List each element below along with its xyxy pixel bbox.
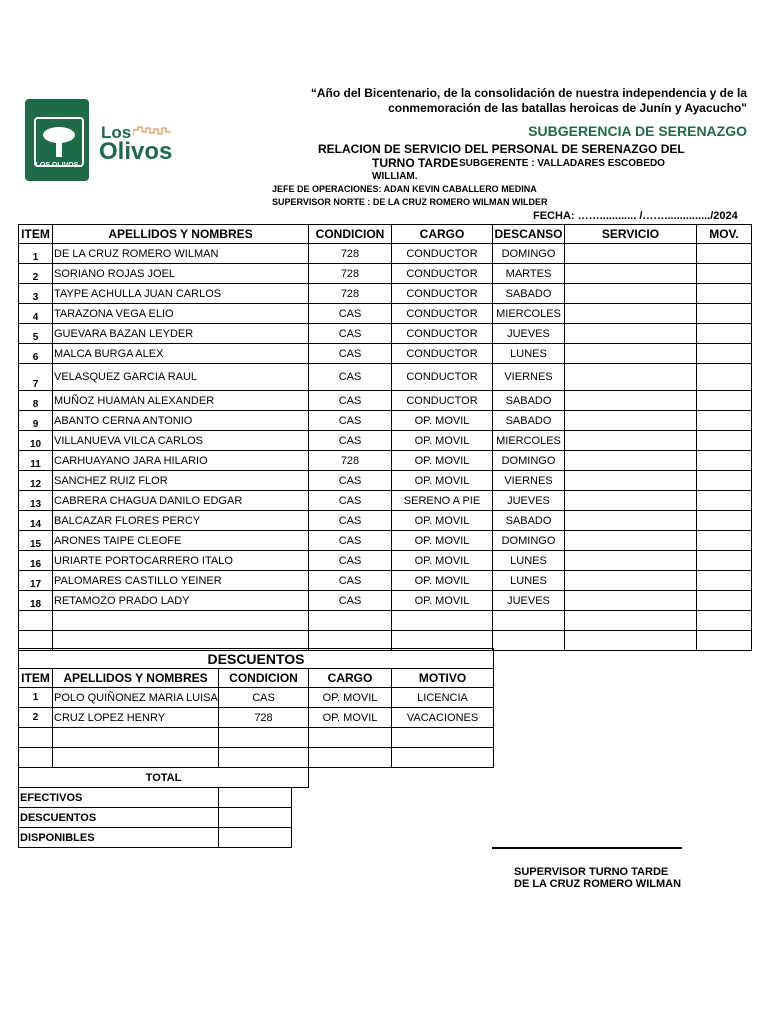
turno-label: TURNO TARDE <box>372 156 459 170</box>
row-item: 2 <box>19 708 53 728</box>
row-descanso: VIERNES <box>493 364 565 391</box>
row-item: 7 <box>19 364 53 391</box>
col-header: CONDICION <box>309 225 392 244</box>
disponibles-label: DISPONIBLES <box>19 828 219 848</box>
row-mov <box>697 491 752 511</box>
table-row <box>19 431 752 451</box>
row-condicion: 728 <box>309 244 392 264</box>
row-descanso: DOMINGO <box>493 451 565 471</box>
signature-line <box>492 847 682 849</box>
tree-icon <box>34 117 84 167</box>
row-descanso: LUNES <box>493 551 565 571</box>
row-condicion: CAS <box>309 491 392 511</box>
col-header: CARGO <box>392 225 493 244</box>
row-servicio <box>565 344 697 364</box>
row-motivo: VACACIONES <box>392 708 494 728</box>
empty-row <box>19 611 752 631</box>
row-cargo: SERENO A PIE <box>392 491 493 511</box>
row-motivo: LICENCIA <box>392 688 494 708</box>
row-descanso: VIERNES <box>493 471 565 491</box>
col-header: CONDICION <box>219 669 309 688</box>
row-item: 12 <box>19 471 53 491</box>
municipal-logo-emblem <box>25 99 89 181</box>
row-cargo: CONDUCTOR <box>392 324 493 344</box>
row-servicio <box>565 471 697 491</box>
row-item: 1 <box>19 244 53 264</box>
descuento-row <box>19 688 494 708</box>
row-name: MUÑOZ HUAMAN ALEXANDER <box>53 391 309 411</box>
row-name: BALCAZAR FLORES PERCY <box>53 511 309 531</box>
row-cargo: CONDUCTOR <box>392 344 493 364</box>
row-condicion: CAS <box>309 411 392 431</box>
motto <box>270 86 747 116</box>
row-descanso: DOMINGO <box>493 531 565 551</box>
jefe-operaciones: JEFE DE OPERACIONES: ADAN KEVIN CABALLERO MEDINA <box>272 184 537 194</box>
row-descanso: SABADO <box>493 511 565 531</box>
row-mov <box>697 531 752 551</box>
row-item: 8 <box>19 391 53 411</box>
row-mov <box>697 284 752 304</box>
row-servicio <box>565 451 697 471</box>
table-row <box>19 304 752 324</box>
table-row <box>19 364 752 391</box>
row-mov <box>697 324 752 344</box>
row-descanso: MARTES <box>493 264 565 284</box>
row-cargo: OP. MOVIL <box>392 471 493 491</box>
row-servicio <box>565 264 697 284</box>
fecha-field: FECHA: ……............ /…….............../2024 <box>533 210 738 222</box>
table-row <box>19 471 752 491</box>
row-descanso: SABADO <box>493 391 565 411</box>
row-condicion: CAS <box>309 391 392 411</box>
descuentos-header <box>19 669 494 688</box>
row-item: 14 <box>19 511 53 531</box>
col-header: MOV. <box>697 225 752 244</box>
main-table-header <box>19 225 752 244</box>
row-descanso: JUEVES <box>493 491 565 511</box>
row-item: 5 <box>19 324 53 344</box>
row-name: GUEVARA BAZAN LEYDER <box>53 324 309 344</box>
row-cargo: OP. MOVIL <box>392 591 493 611</box>
efectivos-label: EFECTIVOS <box>19 788 219 808</box>
row-cargo: OP. MOVIL <box>309 688 392 708</box>
row-item: 18 <box>19 591 53 611</box>
row-name: TAYPE ACHULLA JUAN CARLOS <box>53 284 309 304</box>
col-header: ITEM <box>19 669 53 688</box>
row-mov <box>697 431 752 451</box>
row-cargo: CONDUCTOR <box>392 391 493 411</box>
row-descanso: LUNES <box>493 344 565 364</box>
table-row <box>19 244 752 264</box>
row-descanso: SABADO <box>493 284 565 304</box>
row-item: 15 <box>19 531 53 551</box>
row-item: 2 <box>19 264 53 284</box>
row-cargo: CONDUCTOR <box>392 304 493 324</box>
row-name: VELASQUEZ GARCIA RAUL <box>53 364 309 391</box>
row-name: CABRERA CHAGUA DANILO EDGAR <box>53 491 309 511</box>
row-servicio <box>565 284 697 304</box>
row-servicio <box>565 511 697 531</box>
signature-name: DE LA CRUZ ROMERO WILMAN <box>514 878 682 890</box>
row-condicion: 728 <box>309 284 392 304</box>
row-condicion: 728 <box>309 264 392 284</box>
row-servicio <box>565 304 697 324</box>
row-condicion: CAS <box>309 431 392 451</box>
table-row <box>19 591 752 611</box>
row-name: URIARTE PORTOCARRERO ITALO <box>53 551 309 571</box>
subgerente-label: SUBGERENTE : VALLADARES ESCOBEDO <box>459 158 665 169</box>
row-servicio <box>565 591 697 611</box>
row-condicion: CAS <box>309 511 392 531</box>
table-row <box>19 451 752 471</box>
descuentos-table <box>18 648 494 788</box>
table-row <box>19 344 752 364</box>
row-descanso: MIERCOLES <box>493 304 565 324</box>
col-header: ITEM <box>19 225 53 244</box>
row-mov <box>697 471 752 491</box>
signature-title: SUPERVISOR TURNO TARDE <box>514 866 669 878</box>
row-mov <box>697 571 752 591</box>
col-header: SERVICIO <box>565 225 697 244</box>
row-item: 6 <box>19 344 53 364</box>
row-mov <box>697 364 752 391</box>
row-condicion: CAS <box>309 324 392 344</box>
row-condicion: CAS <box>309 344 392 364</box>
row-cargo: CONDUCTOR <box>392 244 493 264</box>
row-mov <box>697 451 752 471</box>
row-mov <box>697 551 752 571</box>
table-row <box>19 411 752 431</box>
row-item: 17 <box>19 571 53 591</box>
brand-olivos: Olivos <box>99 138 173 165</box>
row-cargo: CONDUCTOR <box>392 284 493 304</box>
row-name: DE LA CRUZ ROMERO WILMAN <box>53 244 309 264</box>
row-mov <box>697 344 752 364</box>
row-condicion: CAS <box>309 471 392 491</box>
col-header: MOTIVO <box>392 669 494 688</box>
row-descanso: LUNES <box>493 571 565 591</box>
row-servicio <box>565 324 697 344</box>
row-cargo: OP. MOVIL <box>392 551 493 571</box>
table-row <box>19 324 752 344</box>
totals-row <box>19 788 292 808</box>
row-mov <box>697 304 752 324</box>
row-item: 16 <box>19 551 53 571</box>
row-mov <box>697 391 752 411</box>
row-mov <box>697 264 752 284</box>
motto-line-2: conmemoración de las batallas heroicas de Junín y Ayacucho" <box>388 101 747 115</box>
row-descanso: DOMINGO <box>493 244 565 264</box>
row-condicion: CAS <box>219 688 309 708</box>
row-cargo: CONDUCTOR <box>392 264 493 284</box>
row-mov <box>697 411 752 431</box>
table-row <box>19 511 752 531</box>
row-cargo: OP. MOVIL <box>309 708 392 728</box>
totals-row <box>19 808 292 828</box>
row-descanso: JUEVES <box>493 591 565 611</box>
row-condicion: 728 <box>309 451 392 471</box>
totals-table <box>18 787 292 848</box>
row-servicio <box>565 531 697 551</box>
row-cargo: OP. MOVIL <box>392 511 493 531</box>
row-condicion: CAS <box>309 591 392 611</box>
row-condicion: CAS <box>309 531 392 551</box>
row-cargo: OP. MOVIL <box>392 431 493 451</box>
table-row <box>19 391 752 411</box>
totals-row <box>19 828 292 848</box>
brand-los: Los <box>101 123 132 142</box>
row-name: MALCA BURGA ALEX <box>53 344 309 364</box>
row-mov <box>697 591 752 611</box>
row-servicio <box>565 491 697 511</box>
total-label: TOTAL <box>19 768 309 788</box>
table-row <box>19 531 752 551</box>
main-service-table <box>18 224 752 651</box>
table-row <box>19 551 752 571</box>
row-item: 9 <box>19 411 53 431</box>
row-cargo: OP. MOVIL <box>392 571 493 591</box>
row-cargo: OP. MOVIL <box>392 411 493 431</box>
row-servicio <box>565 551 697 571</box>
row-servicio <box>565 431 697 451</box>
row-name: RETAMOZO PRADO LADY <box>53 591 309 611</box>
row-item: 11 <box>19 451 53 471</box>
row-mov <box>697 511 752 531</box>
row-descanso: JUEVES <box>493 324 565 344</box>
row-name: CRUZ LOPEZ HENRY <box>53 708 219 728</box>
row-condicion: 728 <box>219 708 309 728</box>
row-name: POLO QUIÑONEZ MARIA LUISA <box>53 688 219 708</box>
row-mov <box>697 244 752 264</box>
skyline-icon <box>133 126 171 136</box>
emblem-text: LOS OLIVOS <box>35 162 79 169</box>
col-header: APELLIDOS Y NOMBRES <box>53 669 219 688</box>
col-header: APELLIDOS Y NOMBRES <box>53 225 309 244</box>
row-servicio <box>565 244 697 264</box>
col-header: CARGO <box>309 669 392 688</box>
row-name: VILLANUEVA VILCA CARLOS <box>53 431 309 451</box>
row-condicion: CAS <box>309 551 392 571</box>
row-name: ARONES TAIPE CLEOFE <box>53 531 309 551</box>
row-cargo: OP. MOVIL <box>392 451 493 471</box>
row-name: PALOMARES CASTILLO YEINER <box>53 571 309 591</box>
row-item: 4 <box>19 304 53 324</box>
descuentos-label: DESCUENTOS <box>19 808 219 828</box>
descuentos-title: DESCUENTOS <box>19 649 494 669</box>
row-condicion: CAS <box>309 304 392 324</box>
table-row <box>19 284 752 304</box>
subgerente-cont: WILLIAM. <box>372 171 418 182</box>
supervisor-norte: SUPERVISOR NORTE : DE LA CRUZ ROMERO WILMAN WILDER <box>272 197 548 207</box>
row-servicio <box>565 364 697 391</box>
row-name: SANCHEZ RUIZ FLOR <box>53 471 309 491</box>
row-descanso: SABADO <box>493 411 565 431</box>
row-name: CARHUAYANO JARA HILARIO <box>53 451 309 471</box>
table-row <box>19 491 752 511</box>
row-condicion: CAS <box>309 364 392 391</box>
row-cargo: OP. MOVIL <box>392 531 493 551</box>
row-item: 13 <box>19 491 53 511</box>
row-servicio <box>565 571 697 591</box>
table-row <box>19 264 752 284</box>
row-item: 1 <box>19 688 53 708</box>
row-item: 3 <box>19 284 53 304</box>
row-servicio <box>565 391 697 411</box>
row-item: 10 <box>19 431 53 451</box>
col-header: DESCANSO <box>493 225 565 244</box>
row-name: SORIANO ROJAS JOEL <box>53 264 309 284</box>
row-name: TARAZONA VEGA ELIO <box>53 304 309 324</box>
row-servicio <box>565 411 697 431</box>
descuento-row <box>19 708 494 728</box>
relacion-title: RELACION DE SERVICIO DEL PERSONAL DE SERENAZGO DEL <box>318 142 685 156</box>
row-condicion: CAS <box>309 571 392 591</box>
row-cargo: CONDUCTOR <box>392 364 493 391</box>
row-descanso: MIERCOLES <box>493 431 565 451</box>
subgerencia-title: SUBGERENCIA DE SERENAZGO <box>528 123 747 139</box>
table-row <box>19 571 752 591</box>
motto-line-1: “Año del Bicentenario, de la consolidación de nuestra independencia y de la <box>310 86 747 100</box>
row-name: ABANTO CERNA ANTONIO <box>53 411 309 431</box>
